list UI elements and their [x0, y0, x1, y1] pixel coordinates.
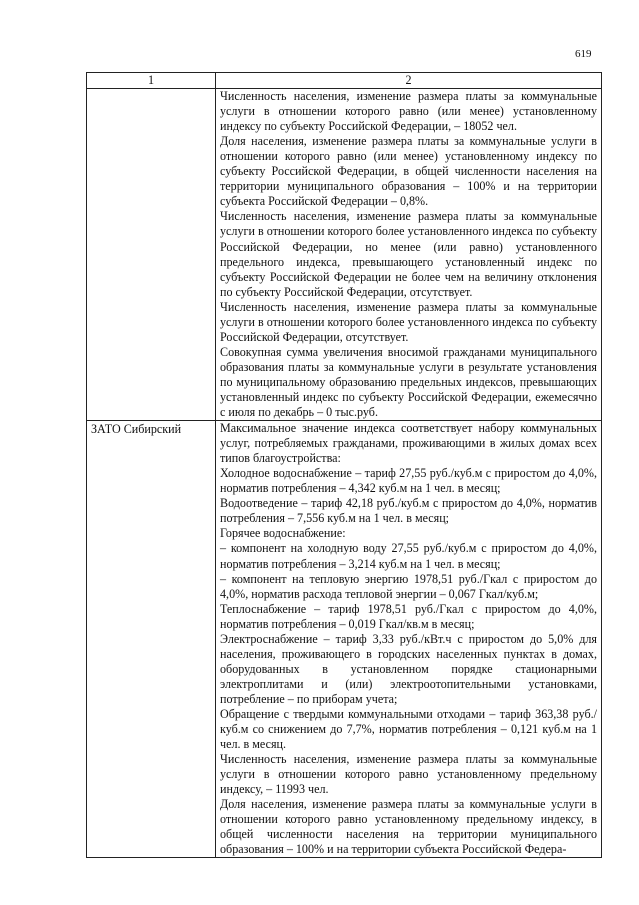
paragraph: – компонент на холодную воду 27,55 руб./куб.м с приростом до 4,0%, норматив потребления – 3,214 куб.м на 1 чел. в месяц; — [220, 541, 597, 571]
region-name — [91, 89, 211, 90]
table-row — [87, 421, 602, 858]
paragraph: Совокупная сумма увеличения вносимой гражданами муниципального образования платы за коммунальные услуги в результате установления по муниципальному образованию предельных индексов, превышающих установленный индекс по субъекту Российской Федерации, ежемесячно с июля по декабрь – 0 тыс.руб. — [220, 344, 597, 420]
paragraph: Численность населения, изменение размера платы за коммунальные услуги в отношении которого равно (или менее) установленному индексу по субъекту Российской Федерации, – 18052 чел. — [220, 89, 597, 134]
paragraph: Доля населения, изменение размера платы за коммунальные услуги в отношении которого равно установленному предельному индексу, в общей численности населения на территории муниципального образования – 100% и на территории субъекта Российской Федера- — [220, 797, 597, 857]
column-header-1: 1 — [87, 73, 216, 89]
paragraph: Горячее водоснабжение: — [220, 526, 346, 541]
paragraph: Численность населения, изменение размера платы за коммунальные услуги в отношении которого равно установленному предельному индексу, – 11993 чел. — [220, 752, 597, 797]
paragraph: Холодное водоснабжение – тариф 27,55 руб./куб.м с приростом до 4,0%, норматив потребления – 4,342 куб.м на 1 чел. в месяц; — [220, 466, 597, 496]
description-cell — [216, 89, 602, 421]
paragraph: Доля населения, изменение размера платы за коммунальные услуги в отношении которого равно (или менее) установленному индексу по субъекту Российской Федерации, в общей численности населения на территории муниципального образования – 100% и на территории субъекта Российской Федерации – 0,8%. — [220, 134, 597, 209]
column-header-2: 2 — [216, 73, 602, 89]
region-cell — [87, 89, 216, 421]
paragraph: Численность населения, изменение размера платы за коммунальные услуги в отношении которого более установленного индекса по субъекту Российской Федерации, но менее (или равно) установленного предельного индекса, превышающего установленный индекс по субъекту Российской Федерации не более чем на величину отклонения по субъекту Российской Федерации, отсутствует. — [220, 209, 597, 299]
paragraph: Максимальное значение индекса соответствует набору коммунальных услуг, потребляемых гражданами, проживающими в жилых домах всех типов благоустройства: — [220, 421, 597, 466]
region-name: ЗАТО Сибирский — [91, 422, 182, 437]
region-cell — [87, 421, 216, 858]
paragraph: Теплоснабжение – тариф 1978,51 руб./Гкал с приростом до 4,0%, норматив потребления – 0,019 Гкал/кв.м в месяц; — [220, 601, 597, 631]
table-header-row — [87, 73, 602, 89]
paragraph: – компонент на тепловую энергию 1978,51 руб./Гкал с приростом до 4,0%, норматив расхода тепловой энергии – 0,067 Гкал/куб.м; — [220, 571, 597, 601]
paragraph: Обращение с твердыми коммунальными отходами – тариф 363,38 руб./куб.м со снижением до 7,7%, норматив потребления – 0,121 куб.м на 1 чел. в месяц. — [220, 706, 597, 752]
document-table — [86, 72, 602, 858]
paragraph: Водоотведение – тариф 42,18 руб./куб.м с приростом до 4,0%, норматив потребления – 7,556 куб.м на 1 чел. в месяц; — [220, 496, 597, 526]
paragraph: Численность населения, изменение размера платы за коммунальные услуги в отношении которого более установленного индекса по субъекту Российской Федерации, отсутствует. — [220, 299, 597, 344]
paragraph: Электроснабжение – тариф 3,33 руб./кВт.ч с приростом до 5,0% для населения, проживающего в городских населенных пунктах в домах, оборудованных в установленном порядке стационарными электроплитами и (или) электроотопительными установками, потребление – по приборам учета; — [220, 631, 597, 706]
table-row — [87, 89, 602, 421]
description-cell — [216, 421, 602, 858]
page-number: 619 — [575, 48, 592, 60]
